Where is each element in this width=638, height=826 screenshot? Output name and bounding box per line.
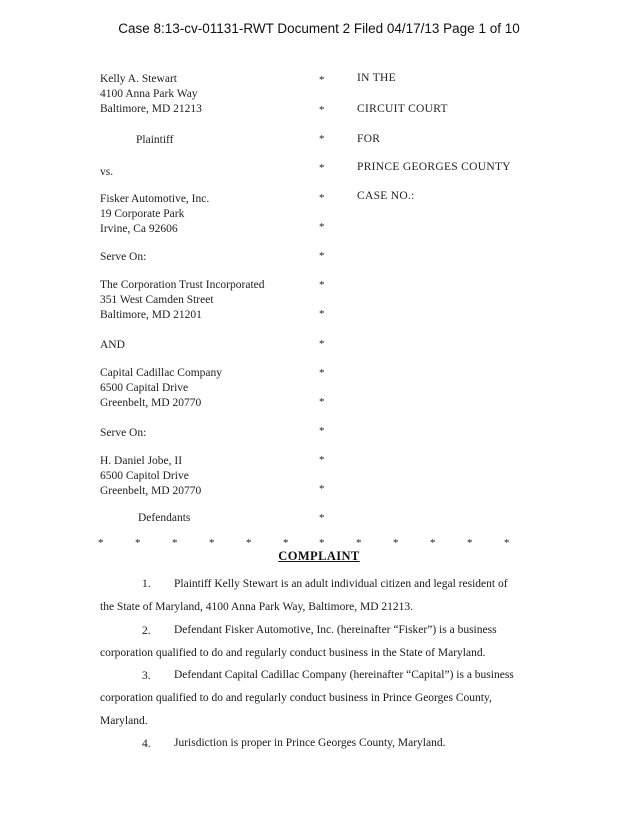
serve-on-label-1: Serve On: xyxy=(100,251,147,263)
complaint-title: COMPLAINT xyxy=(278,549,360,563)
defendant2-street: 6500 Capital Drive xyxy=(100,382,189,394)
defendant1-city: Irvine, Ca 92606 xyxy=(100,223,178,235)
paragraph-number: 3. xyxy=(142,670,151,682)
court-circuit-court: CIRCUIT COURT xyxy=(357,103,448,115)
separator-star: * xyxy=(172,537,178,549)
separator-star: * xyxy=(98,537,104,549)
paragraph-2-line-1: Defendant Fisker Automotive, Inc. (hereinafter “Fisker”) is a business xyxy=(174,624,497,636)
paragraph-3-line-3: Maryland. xyxy=(100,715,148,727)
separator-star: * xyxy=(319,279,325,291)
agent2-address xyxy=(100,454,201,499)
defendant2-city: Greenbelt, MD 20770 xyxy=(100,397,202,409)
case-number-label: CASE NO.: xyxy=(357,190,415,202)
separator-star: * xyxy=(319,221,325,233)
separator-star: * xyxy=(319,425,325,437)
paragraph-3-line-2: corporation qualified to do and regularly conduct business in Prince Georges County, xyxy=(100,692,492,704)
separator-star: * xyxy=(319,396,325,408)
plaintiff-city: Baltimore, MD 21213 xyxy=(100,103,202,115)
agent-street: 351 West Camden Street xyxy=(100,294,214,306)
agent2-name: H. Daniel Jobe, II xyxy=(100,455,183,467)
separator-star: * xyxy=(319,162,325,174)
and-label: AND xyxy=(100,339,125,351)
separator-star: * xyxy=(319,192,325,204)
separator-star: * xyxy=(319,74,325,86)
plaintiff-name: Kelly A. Stewart xyxy=(100,73,177,85)
defendant1-address xyxy=(100,192,209,237)
paragraph-number: 1. xyxy=(142,578,151,590)
separator-star: * xyxy=(319,367,325,379)
separator-star: * xyxy=(135,537,141,549)
plaintiff-street: 4100 Anna Park Way xyxy=(100,88,198,100)
paragraph-2-line-2: corporation qualified to do and regularly conduct business in the State of Maryland. xyxy=(100,647,486,659)
defendant1-name: Fisker Automotive, Inc. xyxy=(100,193,210,205)
paragraph-number: 2. xyxy=(142,625,151,637)
separator-star: * xyxy=(319,512,325,524)
separator-star: * xyxy=(319,338,325,350)
case-header: Case 8:13-cv-01131-RWT Document 2 Filed 04/17/13 Page 1 of 10 xyxy=(118,21,520,36)
court-for: FOR xyxy=(357,133,381,145)
separator-star: * xyxy=(319,483,325,495)
defendant2-address xyxy=(100,366,222,411)
plaintiff-address xyxy=(100,72,202,117)
separator-star: * xyxy=(430,537,436,549)
separator-star: * xyxy=(393,537,399,549)
vs-label: vs. xyxy=(100,166,114,178)
court-in-the: IN THE xyxy=(357,72,396,84)
separator-star: * xyxy=(319,133,325,145)
separator-star: * xyxy=(467,537,473,549)
defendant2-name: Capital Cadillac Company xyxy=(100,367,223,379)
separator-star: * xyxy=(319,308,325,320)
separator-star: * xyxy=(504,537,510,549)
separator-star: * xyxy=(283,537,289,549)
agent2-street: 6500 Capitol Drive xyxy=(100,470,189,482)
plaintiff-label: Plaintiff xyxy=(136,134,174,146)
paragraph-1-line-2: the State of Maryland, 4100 Anna Park Way, Baltimore, MD 21213. xyxy=(100,601,414,613)
separator-star: * xyxy=(356,537,362,549)
serve-on-label-2: Serve On: xyxy=(100,427,147,439)
separator-star: * xyxy=(319,104,325,116)
paragraph-3-line-1: Defendant Capital Cadillac Company (hereinafter “Capital”) is a business xyxy=(174,669,514,681)
separator-star: * xyxy=(246,537,252,549)
paragraph-1-line-1: Plaintiff Kelly Stewart is an adult individual citizen and legal resident of xyxy=(174,578,508,590)
paragraph-4-line-1: Jurisdiction is proper in Prince Georges County, Maryland. xyxy=(174,737,446,749)
agent-name: The Corporation Trust Incorporated xyxy=(100,279,265,291)
separator-star: * xyxy=(209,537,215,549)
separator-star: * xyxy=(319,250,325,262)
defendants-label: Defendants xyxy=(138,512,191,524)
resident-agent-address xyxy=(100,278,265,323)
paragraph-number: 4. xyxy=(142,738,151,750)
agent2-city: Greenbelt, MD 20770 xyxy=(100,485,202,497)
defendant1-street: 19 Corporate Park xyxy=(100,208,185,220)
court-county: PRINCE GEORGES COUNTY xyxy=(357,161,511,173)
separator-star: * xyxy=(319,537,325,549)
agent-city: Baltimore, MD 21201 xyxy=(100,309,202,321)
separator-star: * xyxy=(319,454,325,466)
